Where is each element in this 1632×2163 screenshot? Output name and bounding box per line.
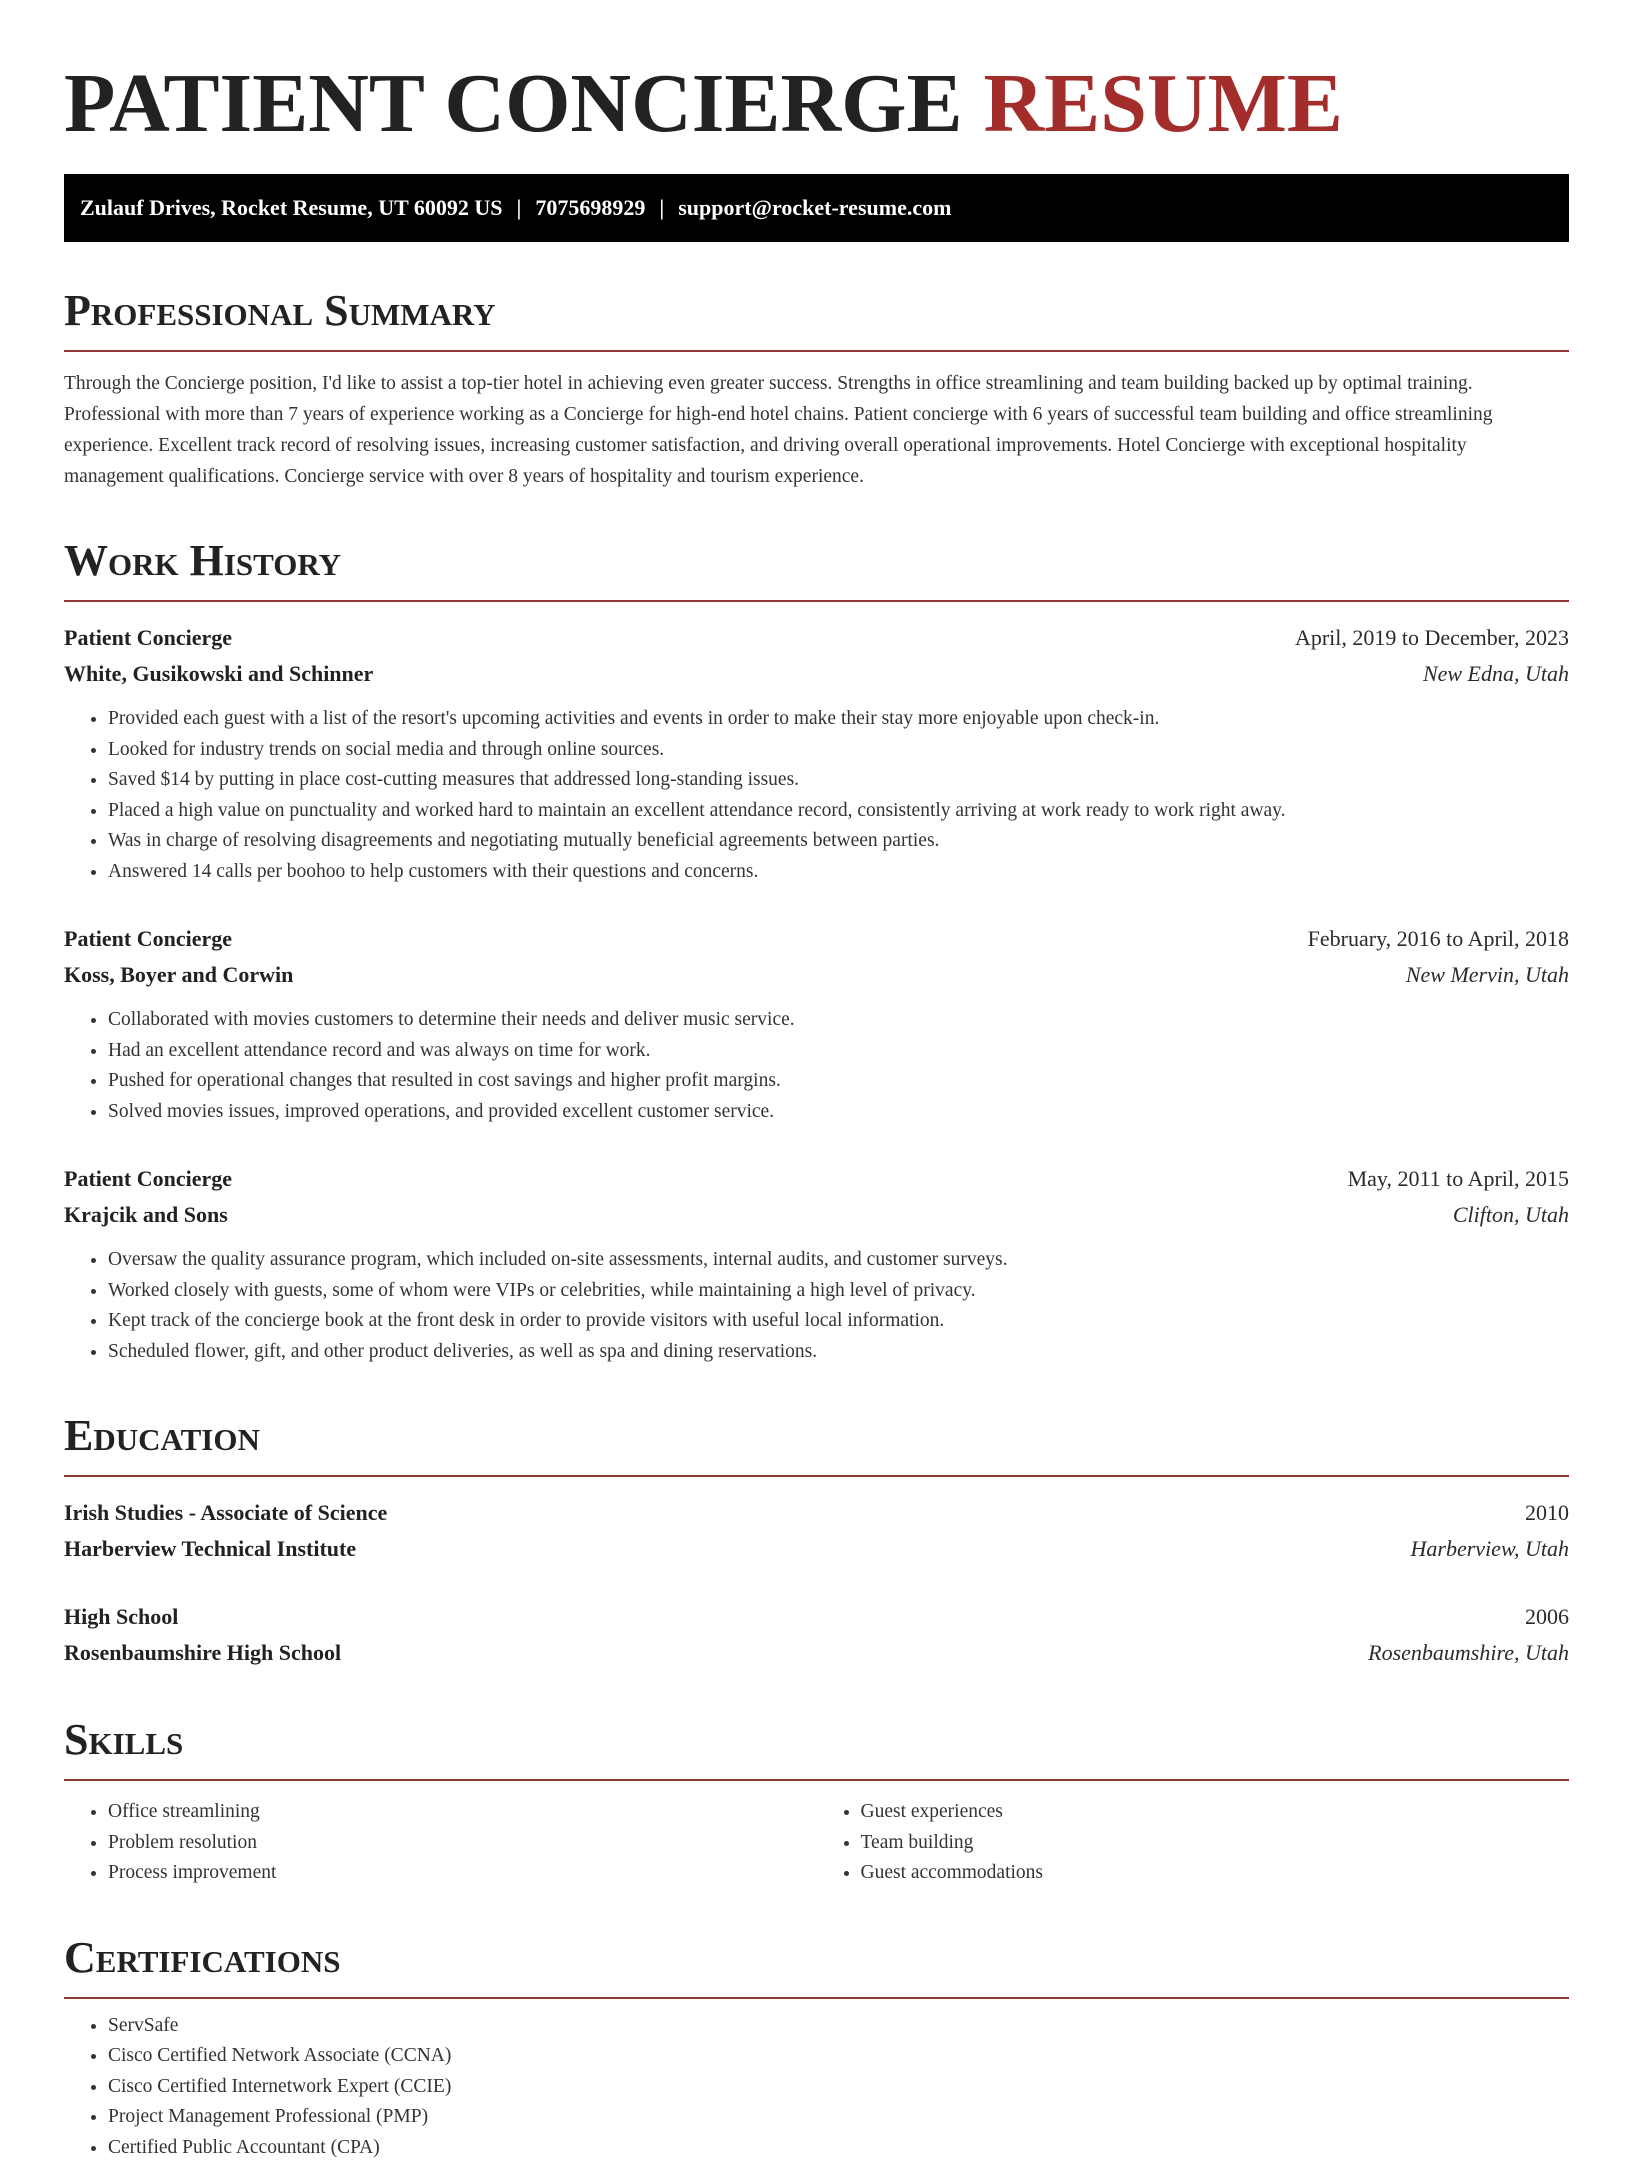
education-location: Rosenbaumshire, Utah xyxy=(1368,1635,1569,1671)
job-bullet: • Answered 14 calls per boohoo to help customers with their questions and concerns. xyxy=(108,857,1569,888)
job-dates: May, 2011 to April, 2015 xyxy=(1348,1161,1569,1197)
certifications-heading: Certifications xyxy=(64,1933,1569,1999)
work-history-heading: Work History xyxy=(64,536,1569,602)
job-location: Clifton, Utah xyxy=(1453,1197,1569,1233)
skills-list-left xyxy=(64,1797,817,1889)
job-bullets xyxy=(64,1245,1569,1367)
education-school: Harberview Technical Institute xyxy=(64,1531,356,1567)
skill-item: • Team building xyxy=(861,1828,1570,1859)
education-entry xyxy=(64,1599,1569,1671)
job-bullet: • Had an excellent attendance record and was always on time for work. xyxy=(108,1036,1569,1067)
certification-item: • Project Management Professional (PMP) xyxy=(108,2102,1569,2133)
contact-separator: | xyxy=(645,195,678,220)
job-bullet: • Kept track of the concierge book at the front desk in order to provide visitors with useful local information. xyxy=(108,1306,1569,1337)
education-heading: Education xyxy=(64,1411,1569,1477)
job-bullet: • Was in charge of resolving disagreements and negotiating mutually beneficial agreements between parties. xyxy=(108,826,1569,857)
certification-item: • ServSafe xyxy=(108,2011,1569,2042)
job-bullet: • Pushed for operational changes that resulted in cost savings and higher profit margins. xyxy=(108,1066,1569,1097)
job-bullets xyxy=(64,1005,1569,1127)
job-bullet: • Worked closely with guests, some of whom were VIPs or celebrities, while maintaining a high level of privacy. xyxy=(108,1276,1569,1307)
job-location: New Mervin, Utah xyxy=(1406,957,1569,993)
education-degree: High School xyxy=(64,1599,178,1635)
summary-text: Through the Concierge position, I'd like to assist a top-tier hotel in achieving even greater success. Strengths in office streamlining and team building backed up by optimal training. Professional with more than 7 years of experience working as a Concierge for high-end hotel chains. Patient concierge with 6 years of successful team building and office streamlining experience. Excellent track record of resolving issues, increasing customer satisfaction, and driving overall operational improvements. Hotel Concierge with exceptional hospitality management qualifications. Concierge service with over 8 years of hospitality and tourism experience. xyxy=(64,368,1569,492)
title-accent: RESUME xyxy=(984,57,1343,150)
certification-item: • Cisco Certified Network Associate (CCNA) xyxy=(108,2041,1569,2072)
certification-item: • Cisco Certified Internetwork Expert (CCIE) xyxy=(108,2072,1569,2103)
job-title: Patient Concierge xyxy=(64,1161,232,1197)
contact-address: Zulauf Drives, Rocket Resume, UT 60092 US xyxy=(80,195,502,220)
job-bullet: • Oversaw the quality assurance program, which included on-site assessments, internal audits, and customer surveys. xyxy=(108,1245,1569,1276)
job-bullet: • Placed a high value on punctuality and worked hard to maintain an excellent attendance record, consistently arriving at work ready to work right away. xyxy=(108,796,1569,827)
job-bullet: • Looked for industry trends on social media and through online sources. xyxy=(108,735,1569,766)
contact-separator: | xyxy=(502,195,535,220)
contact-email: support@rocket-resume.com xyxy=(678,195,951,220)
title-main: PATIENT CONCIERGE xyxy=(64,57,963,150)
skills-columns xyxy=(64,1797,1569,1889)
job-entry xyxy=(64,921,1569,1127)
job-bullet: • Provided each guest with a list of the resort's upcoming activities and events in order to make their stay more enjoyable upon check-in. xyxy=(108,704,1569,735)
job-bullet: • Scheduled flower, gift, and other product deliveries, as well as spa and dining reservations. xyxy=(108,1337,1569,1368)
education-degree: Irish Studies - Associate of Science xyxy=(64,1495,387,1531)
skill-item: • Process improvement xyxy=(108,1858,817,1889)
job-title: Patient Concierge xyxy=(64,921,232,957)
education-location: Harberview, Utah xyxy=(1411,1531,1569,1567)
skill-item: • Problem resolution xyxy=(108,1828,817,1859)
resume-title xyxy=(64,56,1569,152)
education-year: 2006 xyxy=(1525,1599,1569,1635)
job-title: Patient Concierge xyxy=(64,620,232,656)
job-entry xyxy=(64,620,1569,887)
job-company: White, Gusikowski and Schinner xyxy=(64,656,373,692)
job-company: Krajcik and Sons xyxy=(64,1197,228,1233)
job-bullet: • Solved movies issues, improved operations, and provided excellent customer service. xyxy=(108,1097,1569,1128)
skills-list-right xyxy=(817,1797,1570,1889)
certification-item: • Certified Public Accountant (CPA) xyxy=(108,2133,1569,2163)
education-school: Rosenbaumshire High School xyxy=(64,1635,341,1671)
education-entry xyxy=(64,1495,1569,1567)
job-bullet: • Collaborated with movies customers to determine their needs and deliver music service. xyxy=(108,1005,1569,1036)
education-year: 2010 xyxy=(1525,1495,1569,1531)
skill-item: • Guest accommodations xyxy=(861,1858,1570,1889)
job-company: Koss, Boyer and Corwin xyxy=(64,957,293,993)
job-bullets xyxy=(64,704,1569,887)
skill-item: • Office streamlining xyxy=(108,1797,817,1828)
summary-heading: Professional Summary xyxy=(64,286,1569,352)
job-dates: February, 2016 to April, 2018 xyxy=(1308,921,1569,957)
skills-heading: Skills xyxy=(64,1715,1569,1781)
job-entry xyxy=(64,1161,1569,1367)
job-dates: April, 2019 to December, 2023 xyxy=(1295,620,1569,656)
skill-item: • Guest experiences xyxy=(861,1797,1570,1828)
job-bullet: • Saved $14 by putting in place cost-cutting measures that addressed long-standing issues. xyxy=(108,765,1569,796)
job-location: New Edna, Utah xyxy=(1423,656,1569,692)
contact-bar xyxy=(64,174,1569,242)
certifications-list xyxy=(64,2011,1569,2163)
contact-phone: 7075698929 xyxy=(535,195,645,220)
